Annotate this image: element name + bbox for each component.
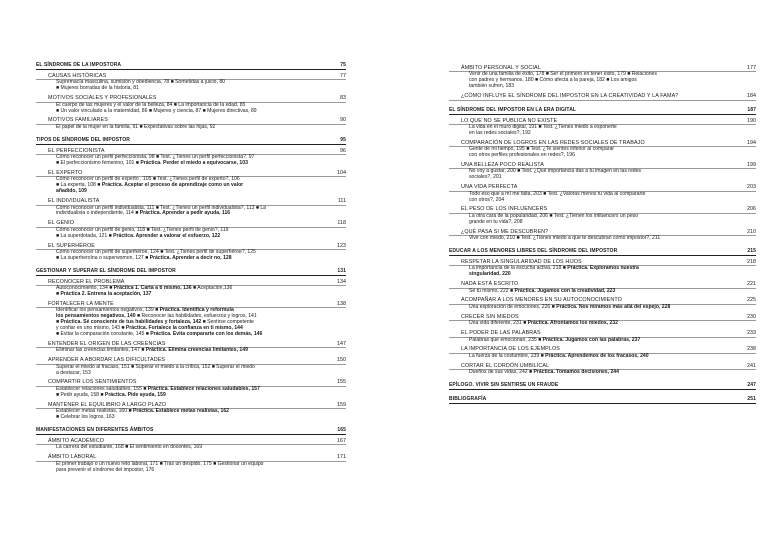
section-title: MOTIVOS SOCIALES Y PROFESIONALES	[48, 95, 157, 102]
section-page: 241	[747, 362, 756, 369]
entry-text: ■ La superdotada, 121 ■	[56, 232, 114, 239]
chapter-title: BIBLIOGRAFÍA	[449, 396, 487, 403]
section-title: ENTENDER EL ORIGEN DE LAS CREENCIAS	[48, 340, 166, 347]
section-page: 233	[747, 330, 756, 337]
section-page: 77	[340, 73, 346, 79]
entry-text: ■ El perfeccionismo femenino, 101 ■	[56, 160, 141, 167]
section-page: 90	[340, 117, 346, 124]
section-title: CAUSAS HISTÓRICAS	[48, 73, 107, 79]
chapter-page: 131	[337, 267, 346, 274]
entry-text: un peso	[618, 212, 639, 219]
section-description	[36, 161, 346, 167]
section-description	[449, 272, 756, 278]
section-page: 190	[747, 117, 756, 124]
entry-text: Supremacía masculina, sumisión y obediencia, 78 ■ Sometidas a juicio, 80	[56, 79, 225, 86]
entry-text: La otra cara de la popularidad, 206 ■ Test. ¿Tienen los	[469, 212, 594, 219]
section-page: 199	[747, 161, 756, 168]
section-title: FORTALECER LA MENTE	[48, 300, 114, 307]
section-description	[449, 153, 756, 159]
chapter-heading[interactable]	[36, 62, 346, 70]
section-page: 150	[337, 357, 346, 364]
entry-text: Una exploración de emociones, 226 ■	[469, 303, 557, 310]
practice-entry: Práctica. Aprendemos de los fracasos, 240	[545, 352, 649, 359]
entry-text: con otros?, 204	[469, 196, 505, 203]
section-title: ÁMBITO ACADÉMICO	[48, 437, 105, 444]
section-description	[36, 211, 346, 217]
entry-text: ■ Evitar la comparación constante, 145 ■	[56, 331, 151, 337]
practice-entry: Práctica. Jugamos con las palabras, 237	[542, 336, 641, 343]
entry-text: ■ Un valor vinculado a la maternidad, 86 ■ Mujeres y ciencia, 87 ■ Mujeres directivas, 89	[56, 107, 257, 114]
entry-text: en las redes sociales?, 192	[469, 129, 531, 136]
entry-text: Una vida diferente, 231 ■	[469, 320, 528, 327]
section-heading[interactable]	[449, 93, 756, 100]
section-page: 104	[337, 169, 346, 176]
section-page: 218	[747, 258, 756, 265]
section-title: EL INDIVIDUALISTA	[48, 198, 100, 205]
entry-text: Autoconocimiento, 134 ■	[56, 285, 114, 292]
entry-text: Sé tú mismo, 222 ■	[469, 287, 515, 294]
toc-left-column	[36, 62, 346, 473]
chapter-title: MANIFESTACIONES EN DIFERENTES ÁMBITOS	[36, 426, 154, 433]
entry-text: ■	[56, 291, 61, 298]
entry-text: Dueños de sus vidas, 242 ■	[469, 369, 534, 376]
entry-text: La importancia de la escucha activa, 218 ■	[469, 265, 568, 272]
section-description	[449, 220, 756, 226]
entry-text: sociales?, 201	[469, 174, 502, 181]
section-description	[449, 175, 756, 181]
entry-text: Venir de una familia de éxito, 178 ■ Ser el primero en tener éxito, 179 ■ Relaciones	[469, 71, 657, 78]
section-title: MANTENER EL EQUILIBRIO A LARGO PLAZO	[48, 401, 167, 408]
section-title: ACOMPAÑAR A LOS MENORES EN SU AUTOCONOCIMIENTO	[461, 297, 622, 304]
practice-entry: Práctica. Elimina creencias limitantes, 149	[145, 347, 248, 354]
section-description	[36, 468, 346, 474]
section-page: 159	[337, 401, 346, 408]
toc-right-column	[449, 62, 756, 404]
entry-text: Superar el miedo al fracaso, 151 ■ Superar el miedo a la crítica, 152 ■ Superar el miedo	[56, 363, 255, 370]
practice-entry: singularidad, 220	[469, 271, 511, 278]
entry-text: No voy a gustar, 200 ■ Test. ¿Qué importancia das a tu imagen en las redes	[469, 168, 642, 175]
section-description	[449, 289, 756, 295]
section-page: 96	[340, 147, 346, 154]
section-description	[36, 234, 346, 240]
section-title: MOTIVOS FAMILIARES	[48, 117, 108, 124]
section-description	[449, 354, 756, 360]
section-description	[449, 131, 756, 137]
practice-entry: Práctica 2. Entrena la aceptación, 137	[60, 291, 152, 298]
section-page: 210	[747, 228, 756, 235]
practice-entry: Práctica 1. Carta a ti mismo, 136	[113, 285, 192, 292]
section-description	[36, 109, 346, 115]
entry-text: El cuerpo de las mujeres y el valor de la belleza, 84 ■ La importancia de la edad, 85	[56, 101, 246, 108]
section-page: 221	[747, 281, 756, 288]
entry-text: Palabras que emocionan, 235 ■	[469, 336, 543, 343]
section-description	[36, 371, 346, 377]
entry-text: a destacar, 153	[56, 369, 91, 376]
entry-text: Eliminar las creencias limitantes, 147 ■	[56, 347, 146, 354]
section-title: EL PODER DE LAS PALABRAS	[461, 330, 541, 337]
entry-text: ■ La superheroína o superwomon, 127 ■	[56, 254, 150, 261]
section-description	[449, 305, 756, 311]
chapter-heading[interactable]	[449, 396, 756, 404]
chapter-page: 187	[747, 106, 756, 113]
chapter-heading[interactable]	[449, 248, 756, 256]
section-page: 111	[337, 198, 346, 205]
section-description	[36, 393, 346, 399]
section-description	[449, 338, 756, 344]
entry-text: ■	[56, 319, 61, 326]
section-title: APRENDER A ABORDAR LAS DIFICULTADES	[48, 357, 166, 364]
section-page: 230	[747, 313, 756, 320]
practice-entry: Práctica. Aprender a decir no, 128	[149, 254, 232, 261]
section-page: 206	[747, 206, 756, 213]
section-title: RESPETAR LA SINGULARIDAD DE LOS HIJOS	[461, 258, 582, 265]
entry-text: con otros perfiles profesionales en redes?, 196	[469, 152, 575, 159]
section-page: 177	[747, 65, 756, 71]
entry-text: ■ Pedir ayuda, 158 ■	[56, 391, 105, 398]
entry-text: Cómo reconocer un perfil individualista, 111 ■ Test. ¿Tienes un perfil individualista?, 113 ■ La	[56, 204, 267, 211]
section-page: 118	[337, 220, 346, 227]
section-page: 83	[340, 95, 346, 102]
practice-entry: Práctica. Afrontamos los miedos, 232	[527, 320, 618, 327]
section-page: 194	[747, 139, 756, 146]
practice-entry: Práctica. Establece metas realistas, 162	[132, 408, 229, 415]
entry-text: Cómo reconocer un perfil de experto , 105 ■ Test. ¿Tienes perfil de experto?, 106	[56, 176, 240, 183]
practice-entry: Práctica. Perder el miedo a equivocarse, 103	[140, 160, 248, 167]
section-title: EL GENIO	[48, 220, 75, 227]
practice-entry: los pensamientos negativos, 140	[56, 313, 136, 320]
section-title: UNA BELLEZA POCO REALISTA	[461, 161, 544, 168]
section-title: ¿QUÉ PASA SI ME DESCUBREN?	[461, 228, 549, 235]
entry-text: Establecer metas realistas, 160 ■	[56, 408, 133, 415]
entry-text: para prevenir el síndrome del impostor, 176	[56, 466, 155, 473]
section-description	[36, 86, 346, 92]
practice-entry: Práctica. Aprender a valorar el esfuerzo, 122	[113, 232, 221, 239]
section-page: 123	[337, 242, 346, 249]
entry-text: La carrera del estudiante, 168 ■ El sentimiento en docentes, 169	[56, 444, 203, 451]
practice-entry: Práctica. Fortalece la confianza en ti mismo, 144	[125, 325, 243, 332]
entry-text: Cómo reconocer un perfil de genio, 118 ■ Test. ¿Tienes perfil de genio?, 119	[56, 226, 229, 233]
section-title: EL PESO DE LOS INFLUENCERS	[461, 206, 548, 213]
section-title: ÁMBITO LABORAL	[48, 454, 97, 461]
entry-text: influencers	[593, 212, 619, 219]
entry-text: ■ Aceptación,136	[191, 285, 233, 292]
practice-entry: Práctica. Evita compararte con los demás, 146	[150, 331, 263, 337]
section-title: LA IMPORTANCIA DE LOS EJEMPLOS	[461, 346, 560, 353]
section-title: ÁMBITO PERSONAL Y SOCIAL	[461, 65, 541, 71]
section-title: COMPARTIR LOS SENTIMIENTOS	[48, 379, 137, 386]
section-title: UNA VIDA PERFECTA	[461, 184, 518, 191]
section-description	[36, 445, 346, 451]
entry-text: ■ Mujeres borradas de la historia, 81	[56, 85, 139, 92]
chapter-heading[interactable]	[449, 382, 756, 390]
entry-text: ■ La experta, 108 ■	[56, 182, 102, 189]
chapter-page: 95	[340, 136, 346, 143]
practice-entry: Práctica. Establece relaciones saludables, 157	[147, 385, 260, 392]
chapter-title: EL SÍNDROME DEL IMPOSTOR EN LA ERA DIGITAL	[449, 106, 577, 113]
section-title: ¿CÓMO INFLUYE EL SÍNDROME DEL IMPOSTOR EN LA CREATIVIDAD Y LA FAMA?	[461, 93, 679, 100]
section-page: 167	[337, 437, 346, 444]
chapter-title: GESTIONAR Y SUPERAR EL SÍNDROME DEL IMPOSTOR	[36, 267, 176, 274]
entry-text: también sufren, 183	[469, 83, 515, 90]
section-title: NADA ESTÁ ESCRITO	[461, 281, 519, 288]
entry-text: Establecer relaciones saludables, 155 ■	[56, 385, 148, 392]
chapter-heading[interactable]	[36, 427, 346, 435]
entry-text: El primer trabajo o un nuevo reto laboral, 171 ■ Tras un despido, 175 ■ Gestionar un equipo	[56, 460, 264, 467]
section-description	[36, 189, 346, 195]
chapter-title: EL SÍNDROME DE LA IMPOSTORA	[36, 62, 122, 68]
entry-text: ■ Reconocer las habilidades, esfuerzos y logros, 141	[135, 313, 257, 320]
section-page: 155	[337, 379, 346, 386]
section-page: 147	[337, 340, 346, 347]
practice-entry: Práctica. Sé consciente de tus habilidades y fortaleza, 142	[60, 319, 202, 326]
chapter-heading[interactable]	[449, 107, 756, 115]
section-description	[36, 348, 346, 354]
practice-entry: Práctica. Nos miramos más allá del espejo, 228	[556, 303, 671, 310]
entry-text: ■ Sentirse competente	[201, 319, 254, 326]
chapter-title: EDUCAR A LOS MENORES LIBRES DEL SÍNDROME DEL IMPOSTOR	[449, 247, 618, 254]
section-page: 238	[747, 346, 756, 353]
entry-text: individualista o independiente, 114 ■	[56, 210, 140, 217]
entry-text: grande en tu vida?, 208	[469, 218, 523, 225]
chapter-title: EPÍLOGO. VIVIR SIN SENTIRSE UN FRAUDE	[449, 382, 559, 389]
chapter-page: 247	[747, 382, 756, 389]
entry-text: El papel de la mujer en la familia, 91 ■ Expectativas sobre las hijas, 92	[56, 123, 216, 130]
entry-text: La fuerza de la costumbre, 239 ■	[469, 352, 546, 359]
entry-text: ■ Celebrar los logros, 163	[56, 413, 115, 420]
section-title: EL SUPERHÉROE	[48, 242, 95, 249]
practice-entry: Práctica. Identifica y reformula	[159, 307, 234, 314]
section-title: EL EXPERTO	[48, 169, 83, 176]
practice-entry: Práctica. Tomamos decisiones, 244	[533, 369, 619, 376]
section-description	[449, 84, 756, 90]
entry-text: Identificar los pensamientos negativos, 139 ■	[56, 307, 160, 314]
section-page: 225	[747, 297, 756, 304]
section-title: CRECER SIN MIEDOS	[461, 313, 519, 320]
section-page: 134	[337, 278, 346, 285]
practice-entry: Práctica. Pide ayuda, 159	[104, 391, 166, 398]
section-page: 138	[337, 300, 346, 307]
chapter-page: 75	[340, 62, 346, 68]
section-description	[36, 292, 346, 298]
entry-text: La vida en el muro digital, 191 ■ Test. ¿Tienes miedo a exponerte	[469, 123, 617, 130]
entry-text: Todo eso que a mí me falta, 203 ■ Test. ¿Valoras menos tu vida al compararte	[469, 190, 646, 197]
entry-text: y confiar en uno mismo, 143 ■	[56, 325, 126, 332]
section-page: 203	[747, 184, 756, 191]
practice-entry: Práctica. Aceptar el proceso de aprendizaje como un valor	[101, 182, 244, 189]
entry-text: Gente de mi tiempo, 195 ■ Test. ¿Te sientes inferior al comparar	[469, 146, 615, 153]
practice-entry: añadido, 109	[56, 188, 87, 195]
section-description	[36, 332, 346, 338]
practice-entry: Práctica. Jugamos con la creatividad, 223	[514, 287, 616, 294]
section-description	[449, 198, 756, 204]
section-title: EL PERFECCIONISTA	[48, 147, 105, 154]
chapter-heading[interactable]	[36, 137, 346, 145]
chapter-page: 165	[337, 426, 346, 433]
section-description	[449, 321, 756, 327]
section-title: COMPARACIÓN DE LOGROS EN LAS REDES SOCIALES DE TRABAJO	[461, 139, 645, 146]
chapter-page: 215	[747, 247, 756, 254]
section-page: 184	[747, 93, 756, 100]
section-page: 171	[337, 454, 346, 461]
section-title: CORTAR EL CORDÓN UMBILICAL	[461, 362, 550, 369]
entry-text: con padres y hermanos, 180 ■ Cómo afecta a la pareja, 182 ■ Los amigos	[469, 77, 637, 84]
chapter-heading[interactable]	[36, 268, 346, 276]
section-title: RECONOCER EL PROBLEMA	[48, 278, 125, 285]
entry-text: Cómo reconocer un perfil de superhéroe, 124 ■ Test. ¿Tienes perfil de superhéroe?, 125	[56, 248, 256, 255]
entry-text: Cómo reconocer un perfil perfeccionista, 98 ■ Test. ¿Tienes un perfil perfeccionista?, 97	[56, 154, 255, 161]
practice-entry: Práctica. Aprender a pedir ayuda, 116	[139, 210, 231, 217]
chapter-title: TIPOS DE SÍNDROME DEL IMPOSTOR	[36, 136, 130, 143]
chapter-page: 251	[747, 396, 756, 403]
practice-entry: Práctica. Exploramos nuestra	[567, 265, 639, 272]
section-title: LO QUE NO SE PUBLICA NO EXISTE	[461, 117, 558, 124]
entry-text: Vivir con miedo, 210 ■ Test. ¿Tienes miedo a que te descubran como impostor?, 211	[469, 235, 661, 242]
